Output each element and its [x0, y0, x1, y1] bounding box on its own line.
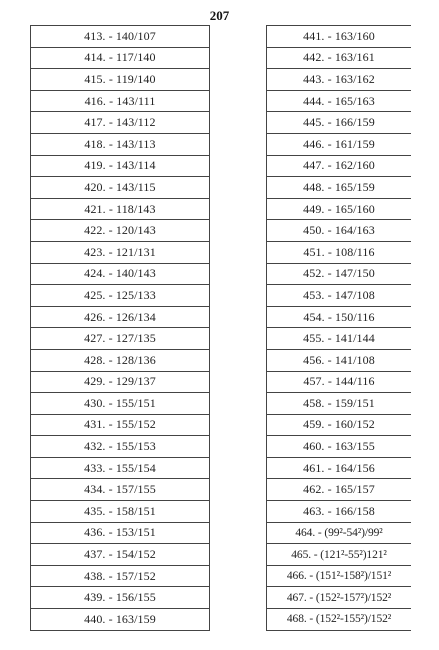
page-number: 207 [209, 8, 230, 23]
answer-cell: 463. - 166/158 [267, 501, 412, 523]
table-row [267, 328, 412, 350]
table-row [267, 47, 412, 69]
table-row [267, 263, 412, 285]
answer-cell: 434. - 157/155 [31, 479, 210, 501]
answer-cell: 436. - 153/151 [31, 522, 210, 544]
answer-cell: 449. - 165/160 [267, 198, 412, 220]
table-row [267, 479, 412, 501]
table-row [267, 306, 412, 328]
table-row [31, 285, 210, 307]
answer-cell: 445. - 166/159 [267, 112, 412, 134]
answer-cell: 452. - 147/150 [267, 263, 412, 285]
table-row [267, 457, 412, 479]
right-answer-table [266, 25, 411, 631]
table-row [31, 457, 210, 479]
table-row [31, 241, 210, 263]
table-row [267, 155, 412, 177]
table-row [31, 47, 210, 69]
table-row [31, 609, 210, 631]
answer-cell: 457. - 144/116 [267, 371, 412, 393]
table-row [267, 198, 412, 220]
answer-cell: 447. - 162/160 [267, 155, 412, 177]
table-row [31, 414, 210, 436]
table-row [267, 349, 412, 371]
answer-cell: 455. - 141/144 [267, 328, 412, 350]
answer-cell: 444. - 165/163 [267, 90, 412, 112]
answer-cell: 453. - 147/108 [267, 285, 412, 307]
answer-cell: 443. - 163/162 [267, 69, 412, 91]
answer-cell: 446. - 161/159 [267, 133, 412, 155]
answer-cell: 427. - 127/135 [31, 328, 210, 350]
answer-cell: 435. - 158/151 [31, 501, 210, 523]
answer-cell: 421. - 118/143 [31, 198, 210, 220]
table-row [31, 522, 210, 544]
answer-cell: 433. - 155/154 [31, 457, 210, 479]
answer-cell: 461. - 164/156 [267, 457, 412, 479]
table-row [267, 26, 412, 48]
answer-cell: 439. - 156/155 [31, 587, 210, 609]
answer-cell: 460. - 163/155 [267, 436, 412, 458]
table-row [267, 393, 412, 415]
answer-cell: 448. - 165/159 [267, 177, 412, 199]
table-row [267, 285, 412, 307]
table-row [31, 328, 210, 350]
answer-cell: 417. - 143/112 [31, 112, 210, 134]
table-row [267, 565, 412, 587]
answer-cell: 437. - 154/152 [31, 544, 210, 566]
table-row [31, 220, 210, 242]
answer-cell: 451. - 108/116 [267, 241, 412, 263]
table-row [267, 241, 412, 263]
answer-cell: 431. - 155/152 [31, 414, 210, 436]
table-row [31, 155, 210, 177]
answer-cell: 438. - 157/152 [31, 565, 210, 587]
table-row [267, 69, 412, 91]
table-row [267, 414, 412, 436]
answer-cell: 442. - 163/161 [267, 47, 412, 69]
answer-cell: 466. - (151²-158²)/151² [267, 565, 412, 587]
table-row [267, 133, 412, 155]
table-row [267, 587, 412, 609]
answer-cell: 441. - 163/160 [267, 26, 412, 48]
left-answer-table [30, 25, 210, 631]
answer-cell: 467. - (152²-157²)/152² [267, 587, 412, 609]
answer-cell: 423. - 121/131 [31, 241, 210, 263]
answer-cell: 428. - 128/136 [31, 349, 210, 371]
answer-cell: 468. - (152²-155²)/152² [267, 609, 412, 631]
table-row [31, 349, 210, 371]
table-row [267, 501, 412, 523]
table-row [267, 371, 412, 393]
table-row [31, 69, 210, 91]
answer-cell: 450. - 164/163 [267, 220, 412, 242]
table-row [31, 306, 210, 328]
table-row [267, 609, 412, 631]
answer-cell: 415. - 119/140 [31, 69, 210, 91]
table-row [267, 177, 412, 199]
table-row [31, 393, 210, 415]
table-row [31, 263, 210, 285]
answer-cell: 430. - 155/151 [31, 393, 210, 415]
table-row [31, 26, 210, 48]
table-row [31, 177, 210, 199]
table-row [31, 565, 210, 587]
answer-cell: 440. - 163/159 [31, 609, 210, 631]
table-row [31, 436, 210, 458]
answer-cell: 416. - 143/111 [31, 90, 210, 112]
answer-cell: 465. - (121²-55²)121² [267, 544, 412, 566]
table-row [31, 371, 210, 393]
table-row [267, 544, 412, 566]
table-row [31, 479, 210, 501]
answer-cell: 464. - (99²-54²)/99² [267, 522, 412, 544]
table-row [267, 522, 412, 544]
answer-cell: 424. - 140/143 [31, 263, 210, 285]
answer-cell: 426. - 126/134 [31, 306, 210, 328]
answer-cell: 425. - 125/133 [31, 285, 210, 307]
answer-cell: 422. - 120/143 [31, 220, 210, 242]
table-row [31, 587, 210, 609]
table-row [267, 90, 412, 112]
table-row [31, 198, 210, 220]
table-row [267, 112, 412, 134]
answer-cell: 414. - 117/140 [31, 47, 210, 69]
table-row [31, 544, 210, 566]
answer-cell: 413. - 140/107 [31, 26, 210, 48]
answer-cell: 419. - 143/114 [31, 155, 210, 177]
table-row [31, 90, 210, 112]
table-row [267, 436, 412, 458]
answer-cell: 462. - 165/157 [267, 479, 412, 501]
table-row [31, 112, 210, 134]
answer-cell: 432. - 155/153 [31, 436, 210, 458]
answer-cell: 458. - 159/151 [267, 393, 412, 415]
answer-cell: 454. - 150/116 [267, 306, 412, 328]
answer-cell: 459. - 160/152 [267, 414, 412, 436]
table-row [267, 220, 412, 242]
answer-cell: 420. - 143/115 [31, 177, 210, 199]
answer-cell: 418. - 143/113 [31, 133, 210, 155]
table-row [31, 133, 210, 155]
answer-cell: 456. - 141/108 [267, 349, 412, 371]
answer-cell: 429. - 129/137 [31, 371, 210, 393]
table-row [31, 501, 210, 523]
